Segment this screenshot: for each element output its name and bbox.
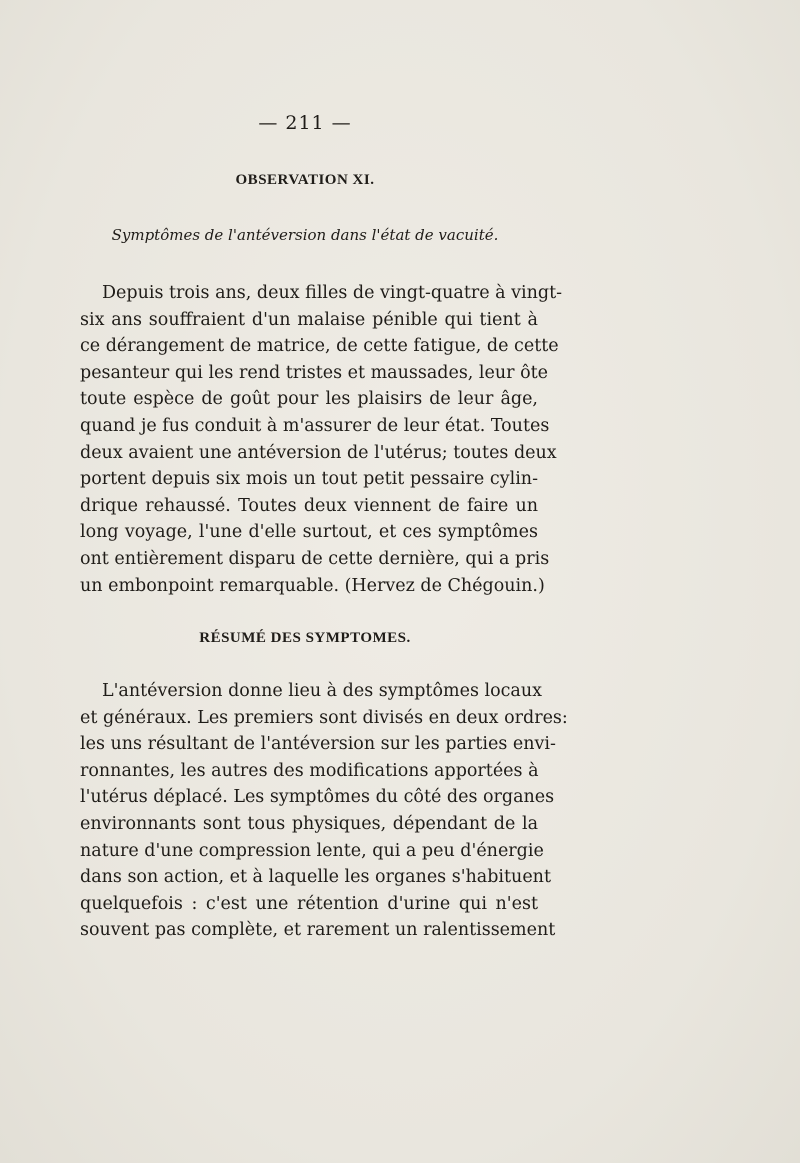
text-line: six ans souffraient d'un malaise pénible qui tient à	[80, 309, 538, 330]
text-line: ronnantes, les autres des modifications apportées à	[80, 760, 539, 781]
text-line: drique rehaussé. Toutes deux viennent de faire un	[80, 495, 538, 516]
text-line: ont entièrement disparu de cette dernière, qui a pris	[80, 548, 550, 569]
text-line: l'utérus déplacé. Les symptômes du côté des organes	[80, 787, 555, 808]
text-line: long voyage, l'une d'elle surtout, et ces symptômes	[80, 522, 538, 543]
text-line: portent depuis six mois un tout petit pessaire cylin-	[80, 469, 538, 490]
text-line: ce dérangement de matrice, de cette fatigue, de cette	[80, 336, 559, 357]
text-line: quand je fus conduit à m'assurer de leur état. Toutes	[80, 415, 550, 436]
text-line: Depuis trois ans, deux filles de vingt-quatre à vingt-	[102, 283, 563, 303]
paragraph-observation	[80, 280, 563, 599]
text-line: quelquefois : c'est une rétention d'urine qui n'est	[80, 893, 538, 914]
text-line: nature d'une compression lente, qui a peu d'énergie	[80, 840, 544, 861]
text-line: dans son action, et à laquelle les organes s'habituent	[80, 867, 551, 888]
text-line: environnants sont tous physiques, dépendant de la	[80, 813, 538, 834]
text-line: un embonpoint remarquable. (Hervez de Chégouin.)	[80, 575, 545, 596]
text-line: les uns résultant de l'antéversion sur les parties envi-	[80, 734, 556, 755]
text-line: L'antéversion donne lieu à des symptômes locaux	[102, 681, 542, 701]
text-line: deux avaient une antéversion de l'utérus; toutes deux	[80, 442, 557, 463]
paragraph-resume	[80, 678, 568, 944]
page-number: — 211 —	[258, 112, 352, 134]
observation-title: OBSERVATION XI.	[235, 172, 375, 188]
text-line: et généraux. Les premiers sont divisés en deux ordres:	[80, 707, 568, 728]
text-line: toute espèce de goût pour les plaisirs de leur âge,	[80, 389, 538, 410]
text-line: pesanteur qui les rend tristes et maussades, leur ôte	[80, 362, 549, 383]
section-title: RÉSUMÉ DES SYMPTOMES.	[199, 630, 411, 646]
text-line: souvent pas complète, et rarement un ralentissement	[80, 920, 556, 941]
observation-subtitle: Symptômes de l'antéversion dans l'état de vacuité.	[111, 226, 499, 244]
